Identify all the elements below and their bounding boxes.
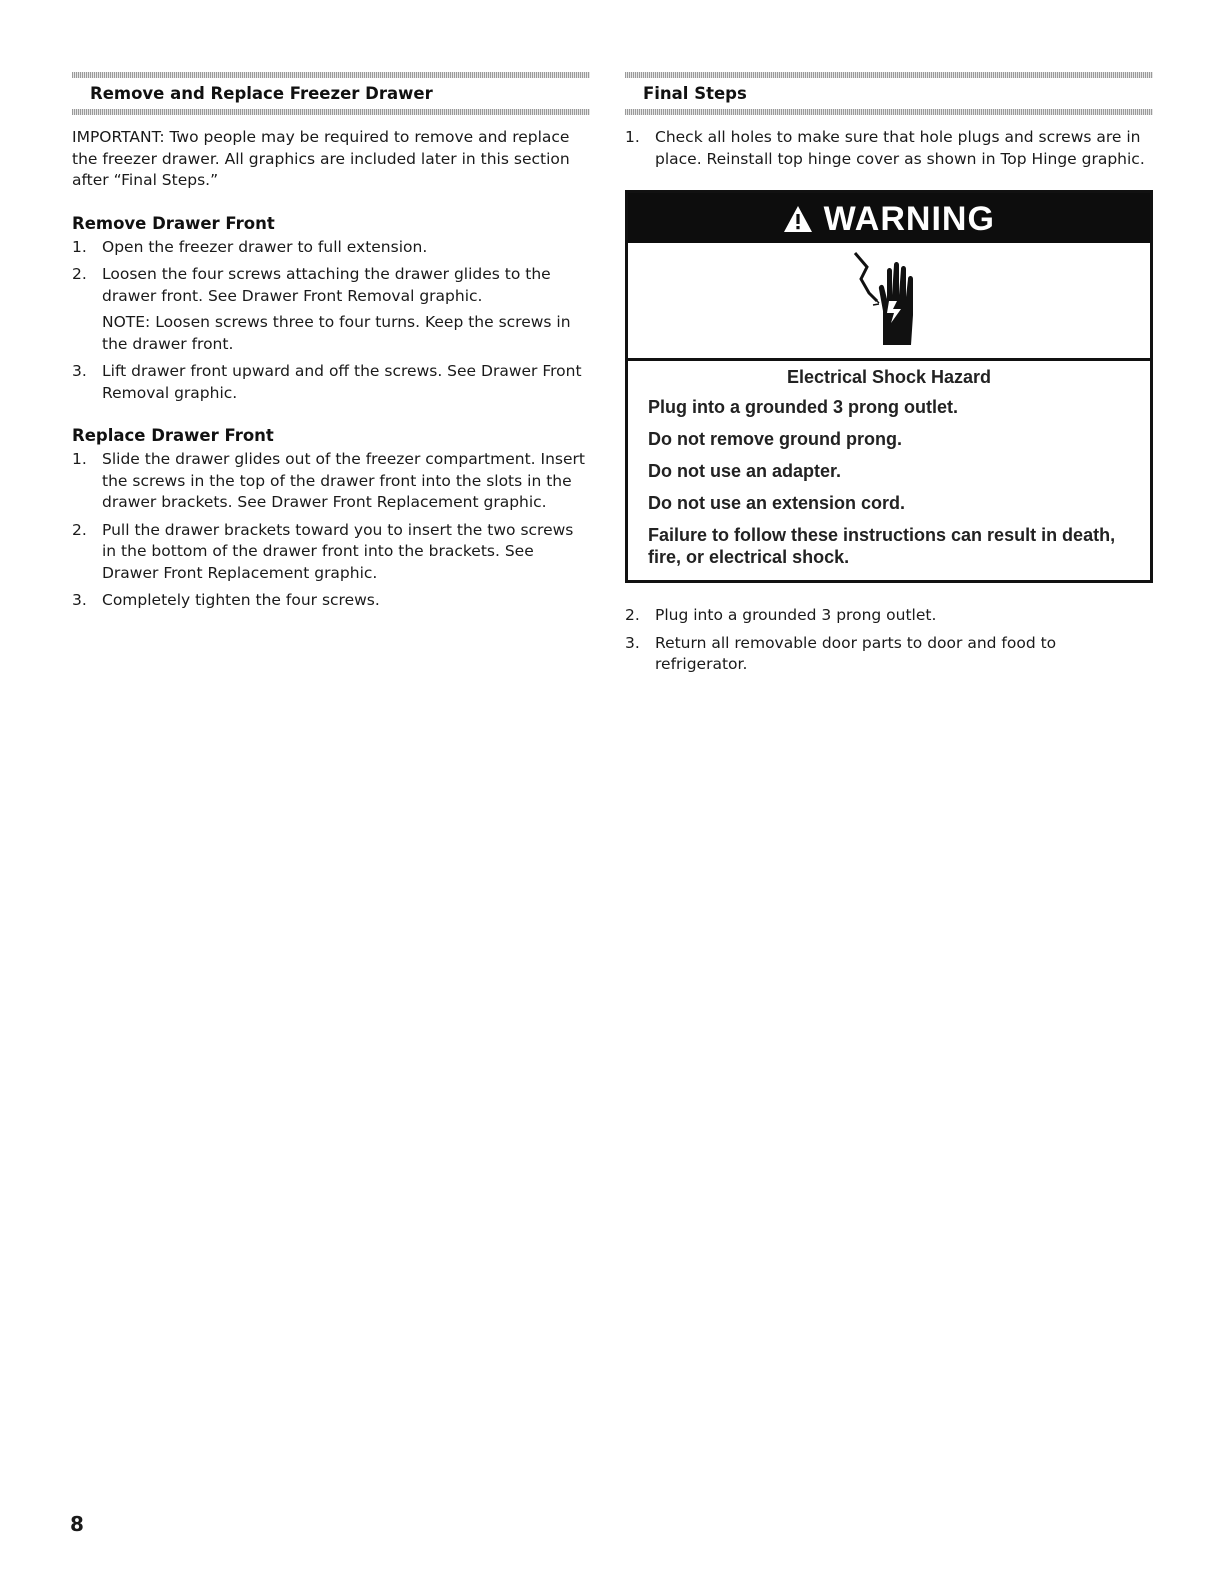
- step-number: 3.: [72, 591, 87, 609]
- list-item: [625, 633, 1153, 676]
- warning-line: Failure to follow these instructions can result in death, fire, or electrical shock.: [648, 525, 1116, 567]
- section-title-final-steps: Final Steps: [643, 84, 747, 103]
- remove-drawer-front-heading: Remove Drawer Front: [72, 213, 275, 233]
- list-item: [72, 237, 590, 259]
- warning-header: [628, 193, 1150, 243]
- page-number: 8: [70, 1512, 84, 1536]
- step-text: Plug into a grounded 3 prong outlet.: [655, 606, 937, 624]
- step-text: Completely tighten the four screws.: [102, 591, 380, 609]
- step-text: Return all removable door parts to door and food to refrigerator.: [655, 633, 1057, 673]
- step-number: 1.: [625, 128, 640, 146]
- list-item: [72, 361, 590, 404]
- step-number: 2.: [625, 606, 640, 624]
- list-item: [72, 520, 590, 585]
- step-number: 2.: [72, 265, 87, 283]
- warning-line: Do not use an adapter.: [648, 461, 842, 481]
- warning-body: [628, 361, 1150, 580]
- section-title-remove-replace: Remove and Replace Freezer Drawer: [90, 84, 433, 103]
- step-text: Loosen the four screws attaching the drawer glides to the drawer front. See Drawer Front Removal graphic.: [102, 265, 551, 305]
- left-column: [72, 72, 590, 618]
- warning-line: Plug into a grounded 3 prong outlet.: [648, 397, 958, 417]
- final-steps-list: [625, 127, 1153, 170]
- electrical-shock-hand-icon: [849, 249, 929, 353]
- warning-header-text: WARNING: [823, 200, 995, 238]
- step-text: Lift drawer front upward and off the screws. See Drawer Front Removal graphic.: [102, 362, 582, 402]
- step-number: 3.: [625, 633, 640, 652]
- replace-steps-list: [72, 449, 590, 612]
- list-item: [625, 127, 1153, 170]
- step-number: 1.: [72, 237, 87, 256]
- shock-icon-area: [628, 243, 1150, 361]
- step-number: 1.: [72, 450, 87, 468]
- section-rule-bottom: [72, 109, 590, 115]
- replace-drawer-front-heading: Replace Drawer Front: [72, 426, 274, 445]
- warning-line: Do not remove ground prong.: [648, 429, 902, 449]
- list-item: [72, 449, 590, 514]
- list-item: [72, 590, 590, 612]
- step-number: 3.: [72, 362, 87, 380]
- step-text: Check all holes to make sure that hole plugs and screws are in place. Reinstall top hinge cover as shown in Top Hinge graphic.: [655, 128, 1145, 168]
- remove-steps-list: [72, 237, 590, 405]
- important-paragraph: IMPORTANT: Two people may be required to remove and replace the freezer drawer. All graphics are included later in this section after “Final Steps.”: [72, 128, 570, 189]
- step-note: NOTE: Loosen screws three to four turns. Keep the screws in the drawer front.: [102, 313, 571, 353]
- warning-box: [625, 190, 1153, 583]
- warning-line: Do not use an extension cord.: [648, 493, 906, 513]
- final-steps-list-continued: [625, 605, 1153, 676]
- step-number: 2.: [72, 520, 87, 539]
- step-text: Pull the drawer brackets toward you to insert the two screws in the bottom of the drawer front into the brackets. See Drawer Front Replacement graphic.: [102, 520, 574, 582]
- hazard-title: Electrical Shock Hazard: [786, 367, 992, 387]
- step-text: Open the freezer drawer to full extension.: [102, 237, 428, 256]
- list-item: [625, 605, 1153, 627]
- list-item: [72, 264, 590, 355]
- section-rule-bottom: [625, 109, 1153, 115]
- warning-triangle-icon: [783, 200, 823, 238]
- right-column: [625, 72, 1153, 682]
- step-text: Slide the drawer glides out of the freezer compartment. Insert the screws in the top of the drawer front into the slots in the drawer brackets. See Drawer Front Replacement graphic.: [102, 450, 585, 511]
